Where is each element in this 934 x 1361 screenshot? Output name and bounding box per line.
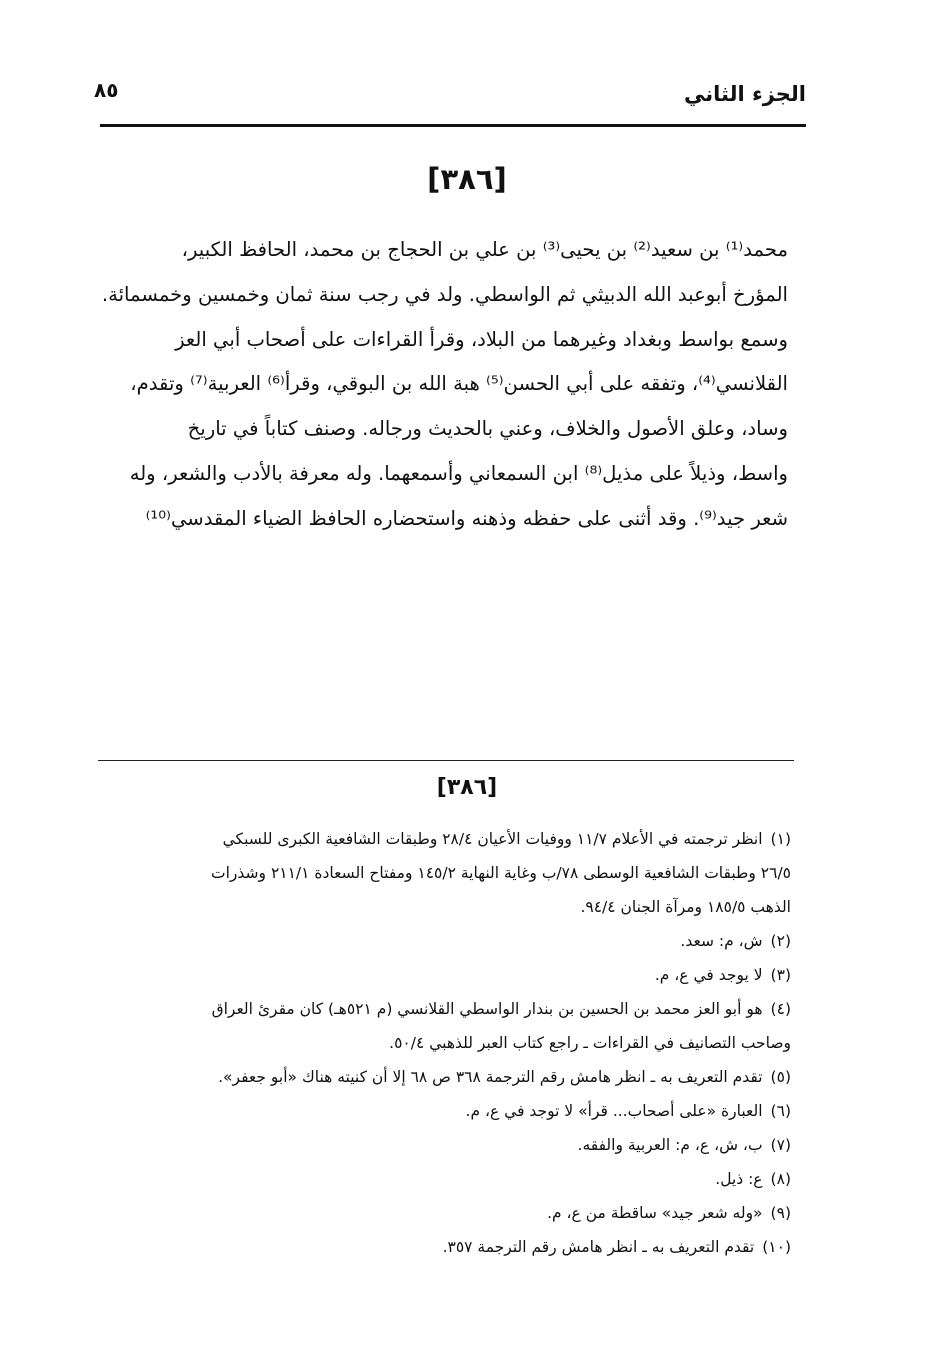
footnote-item [92, 1128, 791, 1162]
footnote-text: لا يوجد في ع، م. [654, 966, 763, 984]
footnote-line: وصاحب التصانيف في القراءات ـ راجع كتاب العبر للذهبي ٥٠/٤. [389, 1034, 791, 1052]
footnote-heading: [٣٨٦] [436, 775, 498, 800]
footnote-number: (١) [770, 830, 791, 848]
footnote-number: (١٠) [762, 1238, 791, 1256]
footnote-text: العبارة «على أصحاب... قرأ» لا توجد في ع، م. [465, 1102, 763, 1120]
body-line: المؤرخ أبوعبد الله الدبيثي ثم الواسطي. ولد في رجب سنة ثمان وخمسين وخمسمائة. [101, 282, 788, 306]
footnote-number: (٤) [770, 1000, 791, 1018]
footnote-item [92, 1060, 791, 1094]
footnote-text: تقدم التعريف به ـ انظر هامش رقم الترجمة ٣٥٧. [442, 1238, 755, 1256]
entry-body [98, 228, 788, 542]
footnote-rule [98, 760, 794, 761]
footnote-line [92, 924, 791, 958]
footnote-text: ب، ش، ع، م: العربية والفقه. [577, 1136, 763, 1154]
entry-number: [٣٨٦] [427, 162, 507, 196]
footnote-number: (٣) [770, 966, 791, 984]
page-number: ٨٥ [94, 78, 119, 102]
footnote-line [92, 1230, 791, 1264]
footnote-line [92, 1162, 791, 1196]
footnote-text: ع: ذيل. [715, 1170, 763, 1188]
footnotes [92, 822, 791, 1264]
footnote-item [92, 924, 791, 958]
footnote-item [92, 992, 791, 1060]
footnote-line [92, 1060, 791, 1094]
body-line: وساد، وعلق الأصول والخلاف، وعني بالحديث ورجاله. وصنف كتاباً في تاريخ [187, 417, 788, 441]
footnote-line [92, 1196, 791, 1230]
footnote-text: هو أبو العز محمد بن الحسين بن بندار الواسطي القلانسي (م ٥٢١هـ) كان مقرئ العراق [211, 1000, 763, 1018]
body-line: واسط، وذيلاً على مذيل⁽⁸⁾ ابن السمعاني وأسمعهما. وله معرفة بالأدب والشعر، وله [129, 461, 788, 485]
footnote-number: (٢) [770, 932, 791, 950]
footnote-number: (٧) [770, 1136, 791, 1154]
body-line: شعر جيد⁽⁹⁾. وقد أثنى على حفظه وذهنه واستحضاره الحافظ الضياء المقدسي⁽¹⁰⁾ [145, 506, 788, 530]
footnote-line [92, 1128, 791, 1162]
body-line: القلانسي⁽⁴⁾، وتفقه على أبي الحسن⁽⁵⁾ هبة الله بن البوقي، وقرأ⁽⁶⁾ العربية⁽⁷⁾ وتقدم، [130, 372, 788, 396]
footnote-line: الذهب ١٨٥/٥ ومرآة الجنان ٩٤/٤. [580, 898, 791, 916]
footnote-number: (٩) [770, 1204, 791, 1222]
header-rule [100, 124, 806, 127]
footnote-item [92, 1230, 791, 1264]
footnote-line [92, 1094, 791, 1128]
footnote-item [92, 822, 791, 924]
body-line: محمد⁽¹⁾ بن سعيد⁽²⁾ بن يحيى⁽³⁾ بن علي بن الحجاج بن محمد، الحافظ الكبير، [181, 238, 788, 261]
footnote-item [92, 1162, 791, 1196]
footnote-text: «وله شعر جيد» ساقطة من ع، م. [547, 1204, 763, 1222]
footnote-line [92, 822, 791, 856]
footnote-number: (٨) [770, 1170, 791, 1188]
body-line: وسمع بواسط وبغداد وغيرهما من البلاد، وقرأ القراءات على أصحاب أبي العز [175, 327, 788, 351]
footnote-text: ش، م: سعد. [680, 932, 763, 950]
footnote-line [92, 992, 791, 1026]
footnote-item [92, 958, 791, 992]
footnote-item [92, 1196, 791, 1230]
footnote-text: تقدم التعريف به ـ انظر هامش رقم الترجمة ٣٦٨ ص ٦٨ إلا أن كنيته هناك «أبو جعفر». [218, 1068, 763, 1086]
footnote-number: (٦) [770, 1102, 791, 1120]
footnote-number: (٥) [770, 1068, 791, 1086]
running-title: الجزء الثاني [683, 82, 806, 106]
footnote-line: ٢٦/٥ وطبقات الشافعية الوسطى ٧٨/ب وغاية النهاية ١٤٥/٢ ومفتاح السعادة ٢١١/١ وشذرات [211, 864, 791, 882]
footnote-item [92, 1094, 791, 1128]
footnote-text: انظر ترجمته في الأعلام ١١/٧ ووفيات الأعيان ٢٨/٤ وطبقات الشافعية الكبرى للسبكي [222, 830, 763, 848]
footnote-line [92, 958, 791, 992]
